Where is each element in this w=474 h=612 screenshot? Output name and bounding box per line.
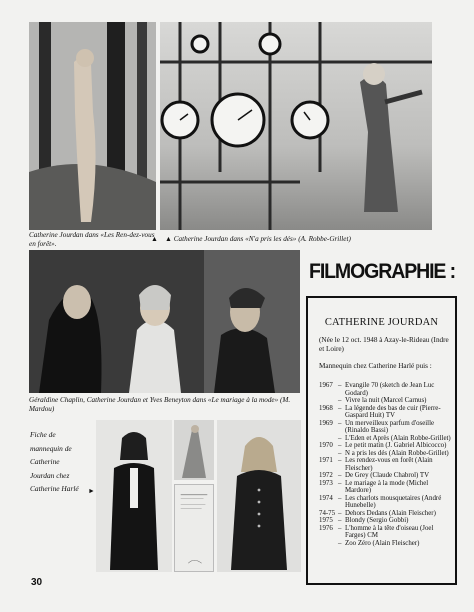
film-item	[319, 405, 453, 420]
photo-gauges	[160, 22, 432, 230]
arrow-right-icon: ►	[88, 487, 95, 495]
caption-three-actors-text: Géraldine Chaplin, Catherine Jourdan et Yves Beneyton dans «Le mariage à la mode» (M. Mardou)	[29, 396, 291, 413]
film-dash: –	[338, 494, 342, 502]
photo-three-actors	[29, 250, 300, 393]
film-dash: –	[338, 442, 342, 449]
film-year: 1967	[319, 382, 333, 389]
birth-info: (Née le 12 oct. 1948 à Azay-le-Rideau (Indre et Loire)	[319, 336, 449, 354]
photo-model-coat	[217, 420, 301, 572]
film-title: La légende des bas de cuir (Pierre-Gaspard Huit) TV	[345, 404, 441, 419]
caption-fiche	[30, 428, 85, 496]
photo-model-card	[174, 484, 214, 572]
film-item	[319, 382, 453, 397]
film-dash: –	[338, 472, 342, 479]
film-year	[319, 397, 338, 405]
arrow-up-icon: ▲	[165, 235, 172, 243]
photo-model-black-dress	[96, 420, 172, 572]
film-item	[319, 472, 453, 480]
film-title: Dehors Dedans (Alain Fleischer)	[345, 509, 436, 517]
film-dash: –	[338, 509, 342, 517]
film-item	[319, 510, 453, 518]
film-year	[319, 435, 338, 443]
film-title: Les charlots mousquetaires (André Hunebelle)	[345, 494, 442, 509]
photo-forest	[29, 22, 156, 230]
page-number: 30	[31, 577, 43, 588]
film-item	[319, 397, 453, 405]
film-title: N a pris les dés (Alain Robbe-Grillet)	[345, 449, 449, 457]
film-year: 1970	[319, 442, 333, 449]
film-title: L'homme à la tête d'oiseau (Joel Farges) CM	[345, 524, 434, 539]
film-title: Blondy (Sergio Gobbi)	[345, 517, 409, 524]
film-dash: –	[338, 479, 342, 487]
film-title: Les rendez-vous en forêt (Alain Fleischer)	[345, 457, 433, 472]
filmography-title: FILMOGRAPHIE :	[309, 260, 456, 283]
film-item	[319, 480, 453, 495]
film-year	[319, 450, 338, 458]
film-title: De Grey (Claude Chabrol) TV	[345, 472, 430, 479]
filmography-box	[306, 296, 457, 585]
model-black-illustration	[96, 420, 172, 572]
forest-illustration	[29, 22, 156, 230]
film-title: L'Eden et Après (Alain Robbe-Grillet)	[345, 434, 451, 442]
actress-name: CATHERINE JOURDAN	[324, 317, 439, 328]
film-item	[319, 420, 453, 435]
caption-forest-text: Catherine Jourdan dans «Les Ren-dez-vous en forêt».	[29, 231, 155, 248]
caption-gauges	[165, 235, 435, 244]
film-year: 1973	[319, 479, 333, 487]
film-dash: –	[338, 397, 342, 404]
film-dash: –	[338, 404, 342, 412]
caption-fiche-text: Fiche de mannequin de Catherine Jourdan chez Catherine Harlé	[30, 430, 79, 494]
film-year: 1968	[319, 404, 333, 412]
model-small-illustration	[174, 420, 214, 480]
model-card-illustration	[175, 485, 213, 571]
film-dash: –	[338, 539, 342, 547]
film-year: 1976	[319, 524, 333, 532]
model-coat-illustration	[217, 420, 301, 572]
film-dash: –	[338, 517, 342, 524]
film-dash: –	[338, 524, 342, 532]
film-year: 1971	[319, 457, 333, 464]
film-dash: –	[338, 449, 342, 457]
film-title: Le mariage à la mode (Michel Mardore)	[345, 479, 429, 494]
film-year: 1974	[319, 494, 333, 502]
film-dash: –	[338, 434, 342, 442]
film-title: Le petit matin (J. Gabriel Albicocco)	[345, 442, 447, 449]
career-intro: Mannequin chez Catherine Harlé puis :	[319, 362, 432, 370]
film-title: Vivre la nuit (Marcel Carnus)	[345, 397, 427, 404]
caption-forest	[29, 231, 159, 249]
film-item	[319, 442, 453, 450]
film-year: 74-75	[319, 509, 336, 517]
film-year: 1972	[319, 472, 333, 479]
caption-gauges-text: Catherine Jourdan dans «N'a pris les dés» (A. Robbe-Grillet)	[173, 235, 351, 243]
arrow-up-icon: ▲	[151, 235, 158, 243]
film-list	[319, 382, 453, 547]
film-item	[319, 435, 453, 443]
film-year	[319, 540, 338, 548]
actors-illustration	[29, 250, 300, 393]
film-item	[319, 450, 453, 458]
photo-model-small	[174, 420, 214, 480]
film-item	[319, 540, 453, 548]
film-year: 1969	[319, 419, 333, 427]
film-item	[319, 517, 453, 525]
film-item	[319, 525, 453, 540]
film-dash: –	[338, 457, 342, 464]
film-dash: –	[338, 419, 342, 427]
film-title: Un merveilleux parfum d'oseille (Rinaldo Bassi)	[345, 419, 435, 434]
film-year: 1975	[319, 517, 333, 524]
film-dash: –	[338, 382, 342, 389]
gauges-illustration	[160, 22, 432, 230]
film-item	[319, 457, 453, 472]
film-title: Evangile 70 (sketch de Jean Luc Godard)	[345, 382, 435, 397]
film-title: Zoo Zéro (Alain Fleischer)	[345, 539, 420, 547]
film-item	[319, 495, 453, 510]
caption-three-actors	[29, 396, 301, 414]
